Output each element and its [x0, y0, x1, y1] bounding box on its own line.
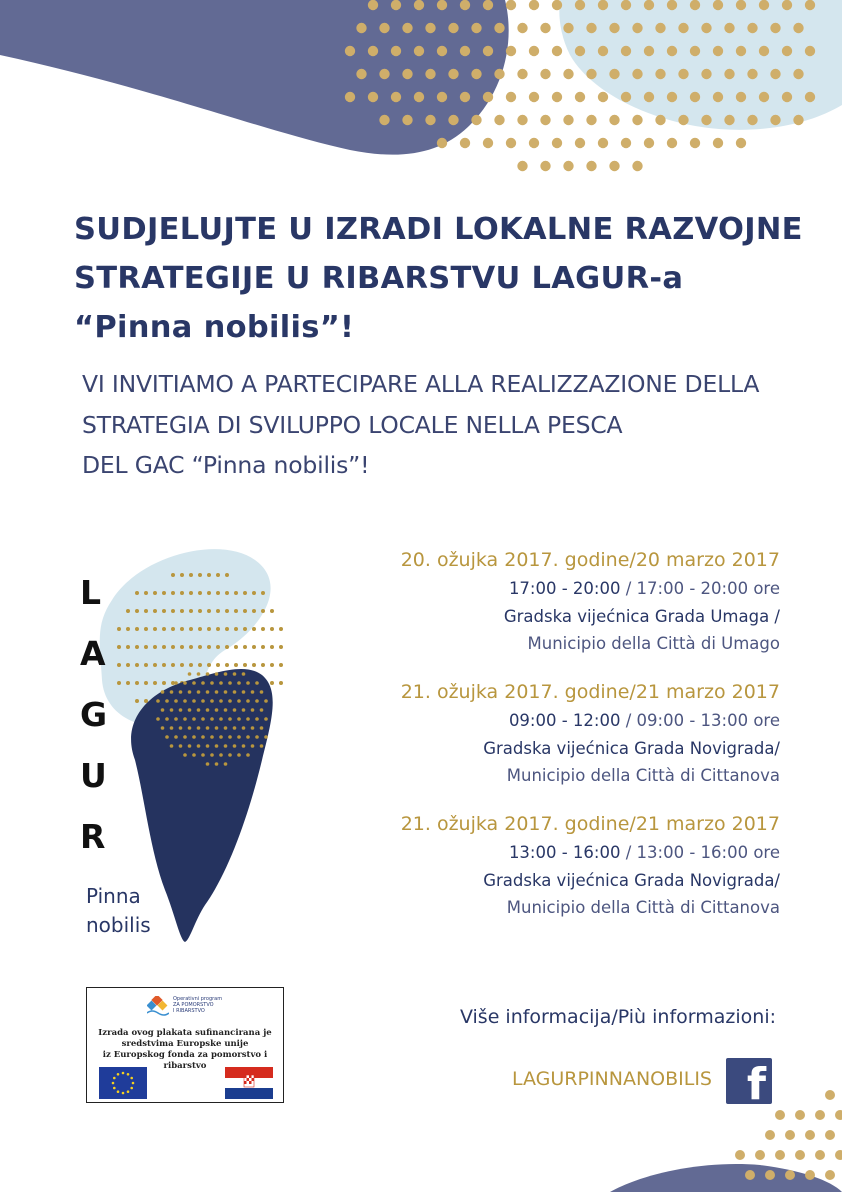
event-item [320, 677, 780, 789]
more-info-label: Više informacija/Più informazioni: [459, 1006, 776, 1028]
subhead-line-3: DEL GAC “Pinna nobilis”! [82, 451, 370, 479]
event-place-hr: Gradska vijećnica Grada Novigrada/ [483, 871, 780, 890]
programme-line-3: I RIBARSTVO [173, 1008, 205, 1014]
headline [74, 205, 814, 352]
event-time-it: / 13:00 - 16:00 ore [620, 843, 780, 862]
facebook-icon[interactable] [726, 1058, 772, 1104]
operational-programme-logo-icon [147, 996, 169, 1016]
lagur-logo-letters [80, 572, 120, 877]
event-item [320, 545, 780, 657]
event-time-hr: 17:00 - 20:00 [508, 579, 621, 598]
headline-line-2: STRATEGIJE U RIBARSTVU LAGUR-a [74, 261, 684, 296]
event-place-hr: Gradska vijećnica Grada Novigrada/ [483, 739, 780, 758]
event-place-it: Municipio della Città di Umago [527, 634, 780, 653]
event-date: 20. ožujka 2017. godine/20 marzo 2017 [400, 549, 780, 571]
logo-subtitle-line-1: Pinna [86, 884, 141, 908]
funding-notice-box [86, 987, 284, 1103]
italian-subhead [82, 364, 802, 486]
event-place-it: Municipio della Città di Cittanova [506, 766, 780, 785]
event-date: 21. ožujka 2017. godine/21 marzo 2017 [400, 681, 780, 703]
event-item [320, 809, 780, 921]
facebook-glyph: f [746, 1059, 766, 1104]
logo-letter: R [80, 817, 106, 856]
headline-line-1: SUDJELUJTE U IZRADI LOKALNE RAZVOJNE [74, 212, 803, 247]
eu-flag-icon [99, 1067, 147, 1099]
croatia-flag-icon [225, 1067, 273, 1099]
logo-letter: U [80, 756, 107, 795]
programme-line-1: Operativni program [173, 996, 223, 1002]
event-place-it: Municipio della Città di Cittanova [506, 898, 780, 917]
event-time-hr: 13:00 - 16:00 [508, 843, 621, 862]
subhead-line-2: STRATEGIA DI SVILUPPO LOCALE NELLA PESCA [82, 410, 623, 439]
logo-letter: A [80, 634, 106, 673]
facebook-handle-link[interactable]: LAGURPINNANOBILIS [511, 1068, 712, 1090]
headline-line-3: “Pinna nobilis”! [74, 310, 355, 345]
event-time [320, 575, 780, 603]
programme-line-2: ZA POMORSTVO [173, 1002, 214, 1008]
event-date: 21. ožujka 2017. godine/21 marzo 2017 [400, 813, 780, 835]
operational-programme-text [173, 996, 273, 1014]
logo-subtitle-line-2: nobilis [86, 913, 151, 937]
event-time-hr: 09:00 - 12:00 [508, 711, 621, 730]
logo-letter: G [80, 695, 108, 734]
logo-subtitle [86, 882, 151, 940]
event-time [320, 839, 780, 867]
subhead-line-1: VI INVITIAMO A PARTECIPARE ALLA REALIZZAZIONE DELLA [82, 370, 760, 398]
event-list [320, 545, 780, 941]
event-place-hr: Gradska vijećnica Grada Umaga / [503, 607, 780, 626]
cofinancing-statement [91, 1028, 279, 1072]
cofinancing-line-1: Izrada ovog plakata sufinancirana je [98, 1028, 272, 1038]
event-time-it: / 17:00 - 20:00 ore [620, 579, 780, 598]
logo-letter: L [80, 573, 102, 612]
cofinancing-line-3: iz Europskog fonda za pomorstvo i ribarstvo [102, 1050, 268, 1071]
event-time-it: / 09:00 - 13:00 ore [620, 711, 780, 730]
cofinancing-line-2: sredstvima Europske unije [121, 1039, 249, 1049]
event-time [320, 707, 780, 735]
